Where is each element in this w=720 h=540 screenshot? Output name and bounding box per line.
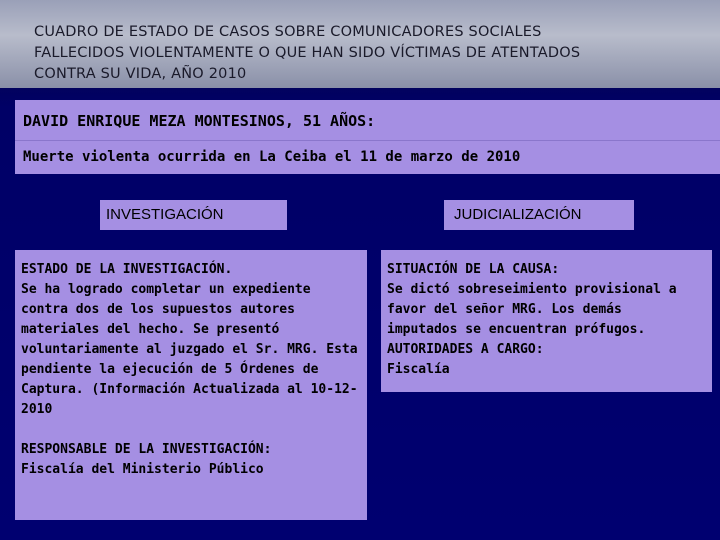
slide-header (0, 0, 720, 88)
investigation-status-heading: ESTADO DE LA INVESTIGACIÓN. (21, 262, 233, 277)
judicialization-label: JUDICIALIZACIÓN (444, 200, 634, 230)
panel-spacer (21, 420, 361, 440)
judicialization-authorities-body: Fiscalía (387, 362, 450, 377)
case-description: Muerte violenta ocurrida en La Ceiba el 11 de marzo de 2010 (23, 149, 521, 165)
investigation-responsible-body: Fiscalía del Ministerio Público (21, 462, 264, 477)
case-divider (15, 140, 720, 141)
investigation-status-body: Se ha logrado completar un expediente contra dos de los supuestos autores materiales del hecho. Se presentó voluntariamente al juzgado el Sr. MRG. Esta pendiente la ejecución de 5 Órdenes de Captura. (Información Actualizada al 10-12- 2010 (21, 282, 358, 417)
judicialization-panel (381, 250, 712, 392)
investigation-panel (15, 250, 367, 520)
judicialization-authorities-heading: AUTORIDADES A CARGO: (387, 342, 544, 357)
slide-title: CUADRO DE ESTADO DE CASOS SOBRE COMUNICADORES SOCIALES FALLECIDOS VIOLENTAMENTE O QUE HAN SIDO VÍCTIMAS DE ATENTADOS CONTRA SU VIDA, AÑO 2010 (34, 24, 581, 82)
investigation-responsible-heading: RESPONSABLE DE LA INVESTIGACIÓN: (21, 442, 272, 457)
case-summary-box (15, 100, 720, 174)
judicialization-situation-body: Se dictó sobreseimiento provisional a favor del señor MRG. Los demás imputados se encuentran prófugos. (387, 282, 677, 337)
judicialization-situation-heading: SITUACIÓN DE LA CAUSA: (387, 262, 560, 277)
investigation-label: INVESTIGACIÓN (100, 200, 287, 230)
case-name: DAVID ENRIQUE MEZA MONTESINOS, 51 AÑOS: (23, 112, 376, 130)
